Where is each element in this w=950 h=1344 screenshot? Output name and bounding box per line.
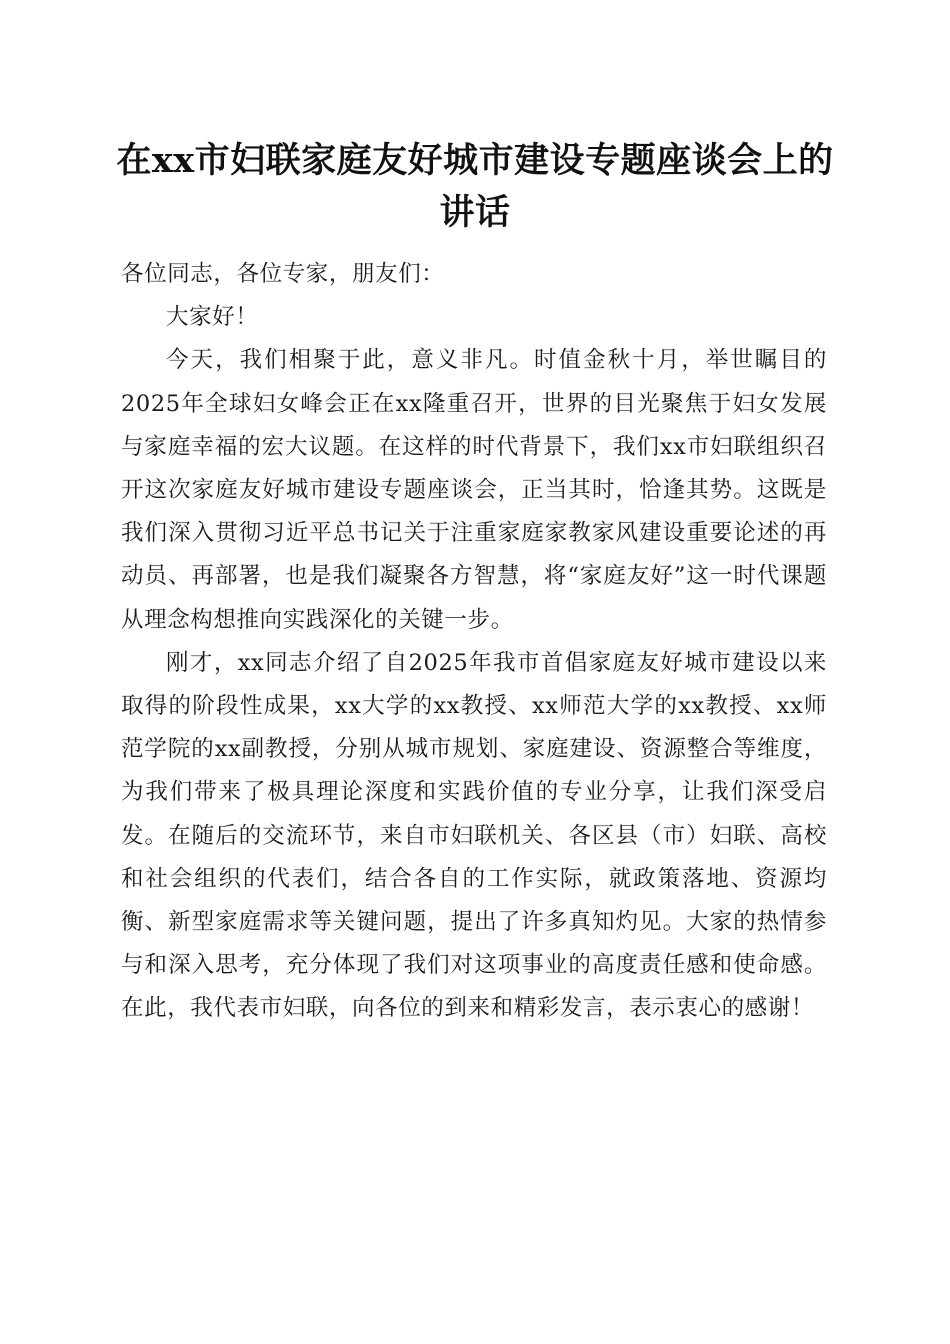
greeting-paragraph: 大家好！ <box>166 304 259 331</box>
document-body <box>121 253 827 1031</box>
salutation: 各位同志，各位专家，朋友们： <box>121 261 445 287</box>
body-paragraph: 今天，我们相聚于此，意义非凡。时值金秋十月，举世瞩目的2025年全球妇女峰会正在xx隆重召开，世界的目光聚焦于妇女发展与家庭幸福的宏大议题。在这样的时代背景下，我们xx市妇联组织召开这次家庭友好城市建设专题座谈会，正当其时，恰逢其势。这既是我们深入贯彻习近平总书记关于注重家庭家教家风建设重要论述的再动员、再部署，也是我们凝聚各方智慧，将“家庭友好”这一时代课题从理念构想推向实践深化的关键一步。 <box>121 347 827 633</box>
body-paragraph: 刚才，xx同志介绍了自2025年我市首倡家庭友好城市建设以来取得的阶段性成果，xx大学的xx教授、xx师范大学的xx教授、xx师范学院的xx副教授，分别从城市规划、家庭建设、资源整合等维度，为我们带来了极具理论深度和实践价值的专业分享，让我们深受启发。在随后的交流环节，来自市妇联机关、各区县（市）妇联、高校和社会组织的代表们，结合各自的工作实际，就政策落地、资源均衡、新型家庭需求等关键问题，提出了许多真知灼见。大家的热情参与和深入思考，充分体现了我们对这项事业的高度责任感和使命感。在此，我代表市妇联，向各位的到来和精彩发言，表示衷心的感谢！ <box>121 649 827 1022</box>
document-title: 在xx市妇联家庭友好城市建设专题座谈会上的讲话 <box>116 140 834 233</box>
